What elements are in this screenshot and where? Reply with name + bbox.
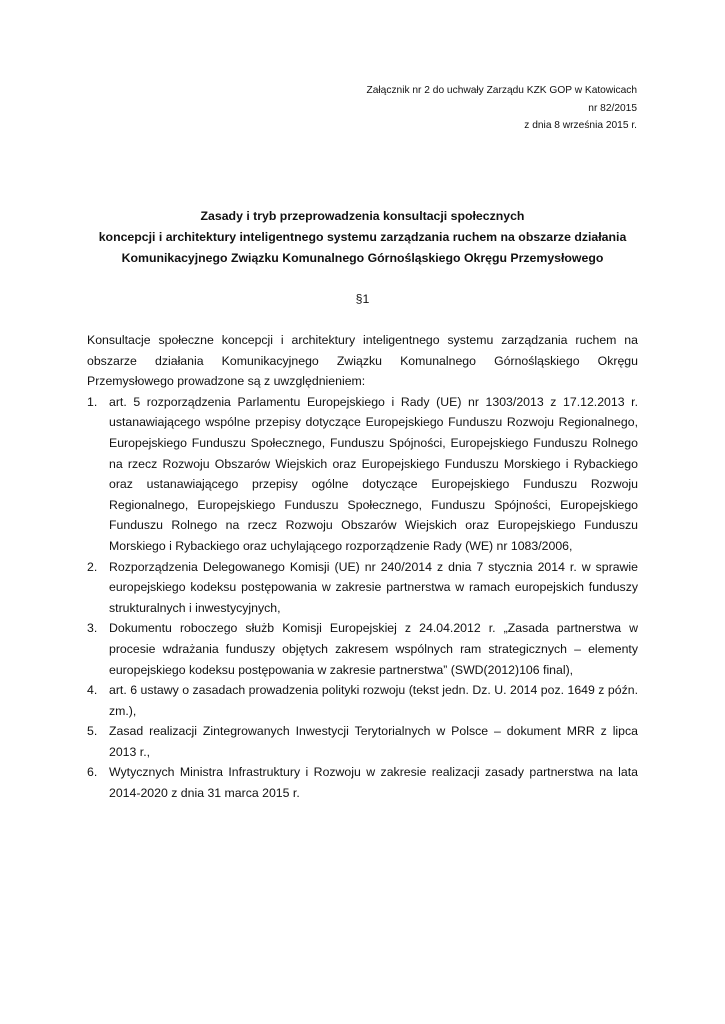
list-item (87, 721, 638, 762)
section-mark: §1 (355, 292, 370, 306)
list-item-text: Dokumentu roboczego służb Komisji Europejskiej z 24.04.2012 r. „Zasada partnerstwa w procesie wdrażania funduszy objętych zakresem wspólnych ram strategicznych – elementy europejskiego kodeksu postępowania w zakresie partnerstwa” (SWD(2012)106 final), (109, 621, 638, 677)
attachment-note (237, 82, 637, 135)
list-item (87, 618, 638, 680)
list-item-number: 4. (87, 683, 98, 698)
list-item-number: 3. (87, 621, 98, 636)
list-item-number: 5. (87, 724, 98, 739)
attachment-note-line-1: Załącznik nr 2 do uchwały Zarządu KZK GOP w Katowicach (366, 85, 637, 96)
list-item-number: 2. (87, 559, 98, 574)
list-item (87, 680, 638, 721)
list-item (87, 392, 638, 557)
section-body (87, 330, 638, 804)
list-item-number: 6. (87, 765, 98, 780)
document-title-line-1: Zasady i tryb przeprowadzenia konsultacji społecznych (200, 209, 525, 223)
list-item-text: Rozporządzenia Delegowanego Komisji (UE) nr 240/2014 z dnia 7 stycznia 2014 r. w sprawie europejskiego kodeksu postępowania w zakresie partnerstwa w ramach europejskich funduszy strukturalnych i inwestycyjnych, (109, 559, 638, 615)
list-item (87, 557, 638, 619)
list-item-text: Wytycznych Ministra Infrastruktury i Rozwoju w zakresie realizacji zasady partnerstwa na lata 2014-2020 z dnia 31 marca 2015 r. (109, 765, 638, 801)
document-title (60, 206, 665, 269)
list-item-text: art. 6 ustawy o zasadach prowadzenia polityki rozwoju (tekst jedn. Dz. U. 2014 poz. 1649 z późn. zm.), (109, 683, 638, 718)
list-item-text: Zasad realizacji Zintegrowanych Inwestycji Terytorialnych w Polsce – dokument MRR z lipca 2013 r., (109, 724, 638, 759)
document-title-line-3: Komunikacyjnego Związku Komunalnego Górnośląskiego Okręgu Przemysłowego (121, 251, 604, 265)
attachment-note-line-2: nr 82/2015 (588, 102, 637, 114)
reference-list (87, 392, 638, 804)
section-intro: Konsultacje społeczne koncepcji i architektury inteligentnego systemu zarządzania ruchem na obszarze działania Komunikacyjnego Związku Komunalnego Górnośląskiego Okręgu Przemysłowego prowadzone są z uwzględnieniem: (87, 333, 638, 389)
attachment-note-line-3: z dnia 8 września 2015 r. (524, 120, 637, 131)
list-item-text: art. 5 rozporządzenia Parlamentu Europejskiego i Rady (UE) nr 1303/2013 z 17.12.2013 r. ustanawiającego wspólne przepisy dotyczące Europejskiego Funduszu Rozwoju Regionalnego, Europejskiego Funduszu Społecznego, Funduszu Spójności, Europejskiego Funduszu Rolnego na rzecz Rozwoju Obszarów Wiejskich oraz Europejskiego Funduszu Morskiego i Rybackiego oraz ustanawiającego przepisy ogólne dotyczące Europejskiego Funduszu Rozwoju Regionalnego, Europejskiego Funduszu Społecznego, Funduszu Spójności, Europejskiego Funduszu Rolnego na rzecz Rozwoju Obszarów Wiejskich oraz Europejskiego Funduszu Morskiego i Rybackiego oraz uchylającego rozporządzenie Rady (WE) nr 1083/2006, (109, 394, 638, 553)
list-item (87, 762, 638, 803)
list-item-number: 1. (87, 394, 98, 409)
document-title-line-2: koncepcji i architektury inteligentnego systemu zarządzania ruchem na obszarze działania (98, 230, 627, 244)
